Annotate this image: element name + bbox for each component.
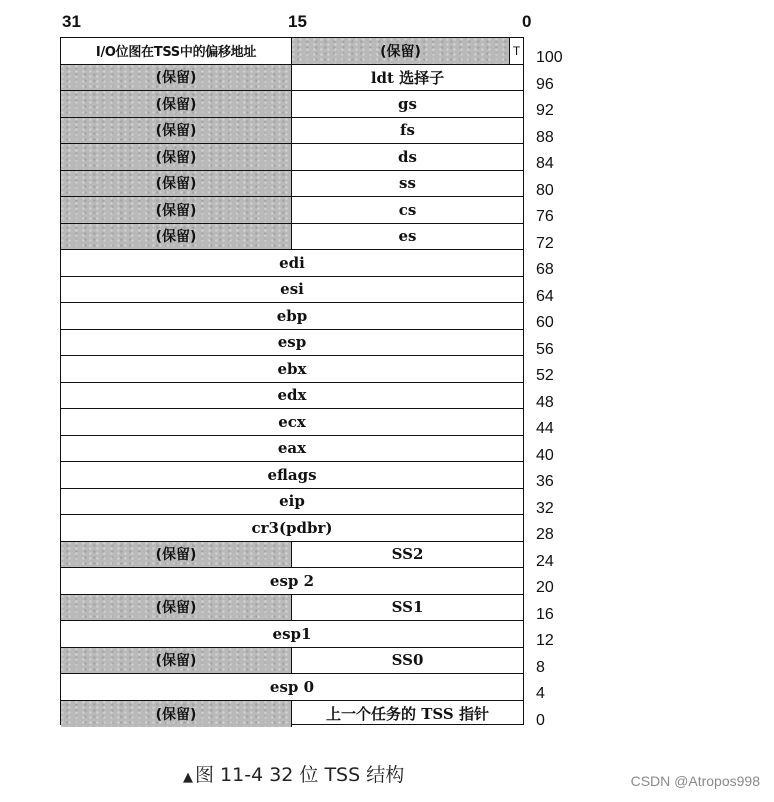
selector-field: SS2 [391,545,424,564]
selector-field: SS0 [391,651,424,670]
tss-row [61,303,523,330]
offset-label: 40 [536,446,554,464]
offset-label: 88 [536,128,554,146]
reserved-field: (保留) [61,144,292,170]
offset-label: 100 [536,49,563,66]
tss-row [61,409,523,436]
offset-label: 60 [536,314,554,331]
tss-row [61,91,523,118]
tss-row [61,436,523,463]
io-bitmap-offset-field: I/O位图在TSS中的偏移地址 [61,38,292,64]
offset-label: 92 [536,102,554,119]
reserved-field: (保留) [61,701,292,728]
offset-label: 16 [536,605,554,623]
offset-label: 80 [536,181,554,199]
offset-label: 36 [536,473,554,490]
reserved-field: (保留) [61,65,292,91]
selector-field: SS1 [391,598,424,617]
offset-label: 20 [536,579,554,596]
offset-label: 44 [536,420,554,437]
offset-label: 72 [536,234,554,252]
selector-field: ds [398,147,417,166]
register-field: edx [277,386,307,405]
tss-row [61,38,523,65]
tss-row [61,65,523,92]
offset-label: 4 [536,685,545,702]
tss-row [61,595,523,622]
reserved-field: (保留) [61,542,292,568]
reserved-field: (保留) [61,224,292,250]
selector-field: cs [398,200,417,219]
selector-field: 上一个任务的 TSS 指针 [326,705,489,724]
selector-field: ldt 选择子 [370,68,445,87]
register-field: ecx [278,412,306,431]
tss-structure-table [60,37,524,725]
offset-label: 24 [536,552,554,570]
offset-label: 28 [536,526,554,543]
offset-label: 56 [536,340,554,358]
tss-row [61,144,523,171]
tss-row [61,224,523,251]
tss-row [61,701,523,728]
tss-row [61,330,523,357]
reserved-field: (保留) [61,197,292,223]
tss-row [61,515,523,542]
reserved-field: (保留) [61,595,292,621]
caption-triangle-icon: ▲ [183,770,193,785]
register-field: eflags [267,465,317,484]
tss-row [61,542,523,569]
offset-label: 68 [536,261,554,278]
tss-row [61,489,523,516]
bit-31-label: 31 [62,12,81,31]
offset-label: 52 [536,367,554,384]
register-field: esp 2 [269,571,315,590]
tss-row [61,383,523,410]
offset-label: 0 [536,711,545,729]
tss-row [61,674,523,701]
tss-row [61,356,523,383]
reserved-field: (保留) [292,38,509,64]
tss-row [61,171,523,198]
selector-field: es [398,227,417,246]
caption-text: 图 11-4 32 位 TSS 结构 [195,764,405,786]
register-field: esi [280,280,304,299]
t-bit-field: T [509,38,523,64]
offset-label: 64 [536,287,554,305]
register-field: eax [277,439,307,458]
register-field: esp 0 [269,677,315,696]
offset-label: 8 [536,658,545,676]
reserved-field: (保留) [61,171,292,197]
offset-label: 84 [536,155,554,172]
tss-row [61,648,523,675]
selector-field: fs [400,121,415,140]
figure-caption [183,760,404,787]
tss-row [61,250,523,277]
bit-0-label: 0 [522,12,532,31]
register-field: eip [279,492,305,511]
csdn-watermark: CSDN @Atropos998 [630,773,760,789]
offset-label: 32 [536,499,554,517]
offset-label: 96 [536,75,554,93]
tss-row [61,118,523,145]
tss-row [61,621,523,648]
register-field: edi [279,253,305,272]
register-field: esp1 [272,624,312,643]
register-field: esp [277,333,307,352]
bit-15-label: 15 [288,12,307,31]
selector-field: gs [398,94,417,113]
register-field: cr3(pdbr) [251,518,333,537]
reserved-field: (保留) [61,118,292,144]
tss-row [61,462,523,489]
offset-label: 76 [536,208,554,225]
offset-label: 48 [536,393,554,411]
reserved-field: (保留) [61,91,292,117]
selector-field: ss [399,174,416,193]
reserved-field: (保留) [61,648,292,674]
tss-row [61,568,523,595]
register-field: ebx [277,359,307,378]
tss-row [61,197,523,224]
offset-label: 12 [536,632,554,649]
tss-row [61,277,523,304]
register-field: ebp [276,306,308,325]
